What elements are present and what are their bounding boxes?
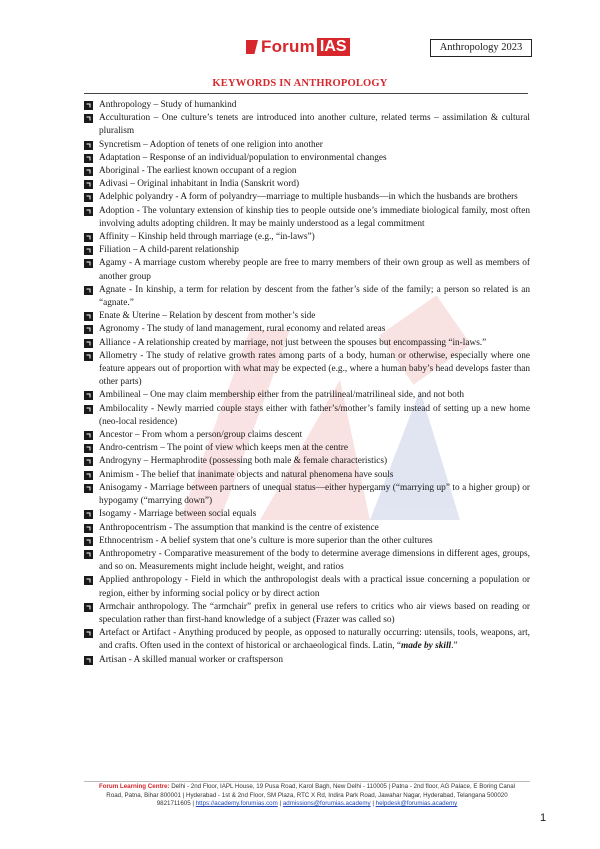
list-item <box>84 429 530 442</box>
keyword-text: Artisan - A skilled manual worker or craftsperson <box>99 654 284 665</box>
list-item <box>84 231 530 244</box>
footer-address-line-2: Road, Patna, Bihar 800001 | Hyderabad - 1st & 2nd Floor, SM Plaza, RTC X Rd, Indira Park Road, Jawahar Nagar, Hyderabad, Telangana 500020 <box>106 791 508 799</box>
subject-tag: Anthropology 2023 <box>430 39 532 57</box>
list-item <box>84 244 530 257</box>
list-item <box>84 310 530 323</box>
keyword-text: Adaptation – Response of an individual/population to environmental changes <box>99 152 387 163</box>
arrow-bullet-icon <box>84 207 93 216</box>
keyword-text: Ethnocentrism - A belief system that one’s culture is more superior than the other cultures <box>99 535 433 546</box>
arrow-bullet-icon <box>84 193 93 202</box>
arrow-bullet-icon <box>84 576 93 585</box>
footer-divider <box>84 781 530 782</box>
arrow-bullet-icon <box>84 167 93 176</box>
arrow-bullet-icon <box>84 180 93 189</box>
keyword-text: Agamy - A marriage custom whereby people are free to marry members of their own group as well as members of another group <box>99 258 530 282</box>
list-item <box>84 178 530 191</box>
footer-website-link[interactable]: https://academy.forumias.com <box>195 800 278 808</box>
list-item <box>84 99 530 112</box>
list-item <box>84 601 530 627</box>
arrow-bullet-icon <box>84 405 93 414</box>
keyword-text: Aboriginal - The earliest known occupant of a region <box>99 166 297 177</box>
arrow-bullet-icon <box>84 391 93 400</box>
arrow-bullet-icon <box>84 510 93 519</box>
list-item <box>84 337 530 350</box>
arrow-bullet-icon <box>84 325 93 334</box>
list-item <box>84 389 530 402</box>
keyword-list <box>84 99 530 667</box>
arrow-bullet-icon <box>84 154 93 163</box>
arrow-bullet-icon <box>84 114 93 123</box>
keyword-emphasis: made by skill <box>401 641 452 652</box>
list-item <box>84 469 530 482</box>
keyword-text: Acculturation – One culture’s tenets are introduced into another culture, related terms – assimilation & cultural pluralism <box>99 113 530 137</box>
list-item <box>84 284 530 310</box>
arrow-bullet-icon <box>84 524 93 533</box>
keyword-text: Agnate - In kinship, a term for relation by descent from the father’s side of the family; a person so related is an “agnate.” <box>99 284 530 309</box>
keyword-text: Allometry - The study of relative growth rates among parts of a body, human or otherwise, especially where one feature appears out of proportion with what may be expected (e.g., where a human baby’s head develops faster than other parts) <box>99 350 530 388</box>
list-item <box>84 152 530 165</box>
keyword-text: Animism - The belief that inanimate objects and natural phenomena have souls <box>99 469 394 480</box>
arrow-bullet-icon <box>84 312 93 321</box>
list-item <box>84 654 530 667</box>
list-item <box>84 508 530 521</box>
keyword-text: Isogamy - Marriage between social equals <box>99 509 257 520</box>
arrow-bullet-icon <box>84 259 93 268</box>
arrow-bullet-icon <box>84 444 93 453</box>
arrow-bullet-icon <box>84 629 93 638</box>
list-item <box>84 442 530 455</box>
list-item <box>84 574 530 600</box>
arrow-bullet-icon <box>84 246 93 255</box>
keyword-text: Anthropometry - Comparative measurement of the body to determine average dimensions in different ages, groups, and so on. Measurements might include height, weight, and ratios <box>99 548 530 573</box>
footer-helpdesk-link[interactable]: helpdesk@forumias.academy <box>375 800 458 808</box>
footer-admissions-link[interactable]: admissions@forumias.academy <box>282 800 371 808</box>
title-divider <box>84 93 528 94</box>
logo-ias-text: IAS <box>317 38 350 56</box>
arrow-bullet-icon <box>84 101 93 110</box>
footer-phone: 9821711605 <box>156 800 191 808</box>
keyword-text: Adelphic polyandry - A form of polyandry—marriage to multiple husbands—in which the husbands are brothers <box>99 192 518 203</box>
keyword-text: Artefact or Artifact - Anything produced by people, as opposed to naturally occurring: utensils, tools, weapons, art, and crafts. Often used in the context of historical or archaeological finds. Latin, “ <box>99 628 530 652</box>
arrow-bullet-icon <box>84 656 93 665</box>
page-title: KEYWORDS IN ANTHROPOLOGY <box>212 78 388 89</box>
arrow-bullet-icon <box>84 352 93 361</box>
arrow-bullet-icon <box>84 603 93 612</box>
list-item <box>84 205 530 231</box>
arrow-bullet-icon <box>84 471 93 480</box>
arrow-bullet-icon <box>84 431 93 440</box>
keyword-text: Applied anthropology - Field in which the anthropologist deals with a practical issue concerning a population or region, either by informing social policy or by direct action <box>99 575 530 599</box>
list-item <box>84 165 530 178</box>
list-item <box>84 522 530 535</box>
logo-mark-icon <box>246 40 258 54</box>
arrow-bullet-icon <box>84 233 93 242</box>
keyword-text: Ancestor – From whom a person/group claims descent <box>99 430 303 441</box>
keyword-text: Filiation – A child-parent relationship <box>99 245 239 256</box>
list-item <box>84 257 530 283</box>
arrow-bullet-icon <box>84 550 93 559</box>
keyword-text: Andro-centrism – The point of view which keeps men at the centre <box>99 443 348 454</box>
keyword-text: Ambilocality - Newly married couple stays either with father’s/mother’s family instead of setting up a new home (neo-local residence) <box>99 403 530 427</box>
list-item <box>84 535 530 548</box>
keyword-text-tail: .” <box>451 641 458 652</box>
keyword-text: Anthropocentrism - The assumption that mankind is the centre of existence <box>99 522 379 533</box>
keyword-text: Ambilineal – One may claim membership either from the patrilineal/matrilineal side, and not both <box>99 390 465 401</box>
keyword-text: Androgyny – Hermaphrodite (possessing both male & female characteristics) <box>99 456 388 467</box>
keyword-text: Adoption - The voluntary extension of kinship ties to people outside one’s immediate biological family, most often involving adults adopting children. It may be mainly understood as a legal commitment <box>99 205 530 229</box>
list-item <box>84 403 530 429</box>
keyword-text: Alliance - A relationship created by marriage, not just between the spouses but encompassing “in-laws.” <box>99 337 487 348</box>
keyword-text: Anthropology – Study of humankind <box>99 100 237 110</box>
arrow-bullet-icon <box>84 484 93 493</box>
list-item <box>84 323 530 336</box>
keyword-text: Agronomy - The study of land management, rural economy and related areas <box>99 324 386 335</box>
page-number: 1 <box>540 812 547 824</box>
list-item <box>84 139 530 152</box>
footer-address-line-1: Delhi - 2nd Floor, IAPL House, 19 Pusa Road, Karol Bagh, New Delhi - 110005 | Patna - 2nd floor, AG Palace, E Boring Canal <box>171 783 516 790</box>
footer-label: Forum Learning Centre: <box>98 783 170 790</box>
list-item <box>84 350 530 390</box>
forumias-logo <box>246 37 350 57</box>
keyword-text: Affinity – Kinship held through marriage (e.g., “in-laws”) <box>99 232 315 243</box>
page-footer: Forum Learning Centre: Delhi - 2nd Floor, IAPL House, 19 Pusa Road, Karol Bagh, New Delhi - 110005 | Patna - 2nd floor, AG Palace, E Boring Canal Road, Patna, Bihar 800001 | Hyderabad - 1st & 2nd Floor, SM Plaza, RTC X Rd, Indira Park Road, Jawahar Nagar, Hyderabad, Telangana 500020 9821711605 | https://academy.forumias.com | admissions@forumias.academy | helpdesk@forumias.academy <box>84 783 530 809</box>
arrow-bullet-icon <box>84 339 93 348</box>
keyword-text: Armchair anthropology. The “armchair” prefix in general use refers to critics who air views based on reading or speculation rather than first-hand knowledge of a subject (Frazer was called so) <box>99 601 530 625</box>
keyword-text: Syncretism – Adoption of tenets of one religion into another <box>99 139 323 150</box>
logo-forum-text: Forum <box>261 37 315 56</box>
keyword-text: Adivasi – Original inhabitant in India (Sanskrit word) <box>99 179 300 190</box>
list-item <box>84 627 530 653</box>
list-item <box>84 482 530 508</box>
keyword-text: Anisogamy - Marriage between partners of unequal status—either hypergamy (“marrying up” to a higher group) or hypogamy (“marrying down”) <box>99 482 530 507</box>
list-item <box>84 548 530 574</box>
arrow-bullet-icon <box>84 286 93 295</box>
list-item <box>84 112 530 138</box>
arrow-bullet-icon <box>84 537 93 546</box>
list-item <box>84 191 530 204</box>
arrow-bullet-icon <box>84 457 93 466</box>
list-item <box>84 455 530 468</box>
keyword-text: Enate & Uterine – Relation by descent from mother’s side <box>99 311 316 322</box>
arrow-bullet-icon <box>84 141 93 150</box>
page-header <box>0 0 600 68</box>
